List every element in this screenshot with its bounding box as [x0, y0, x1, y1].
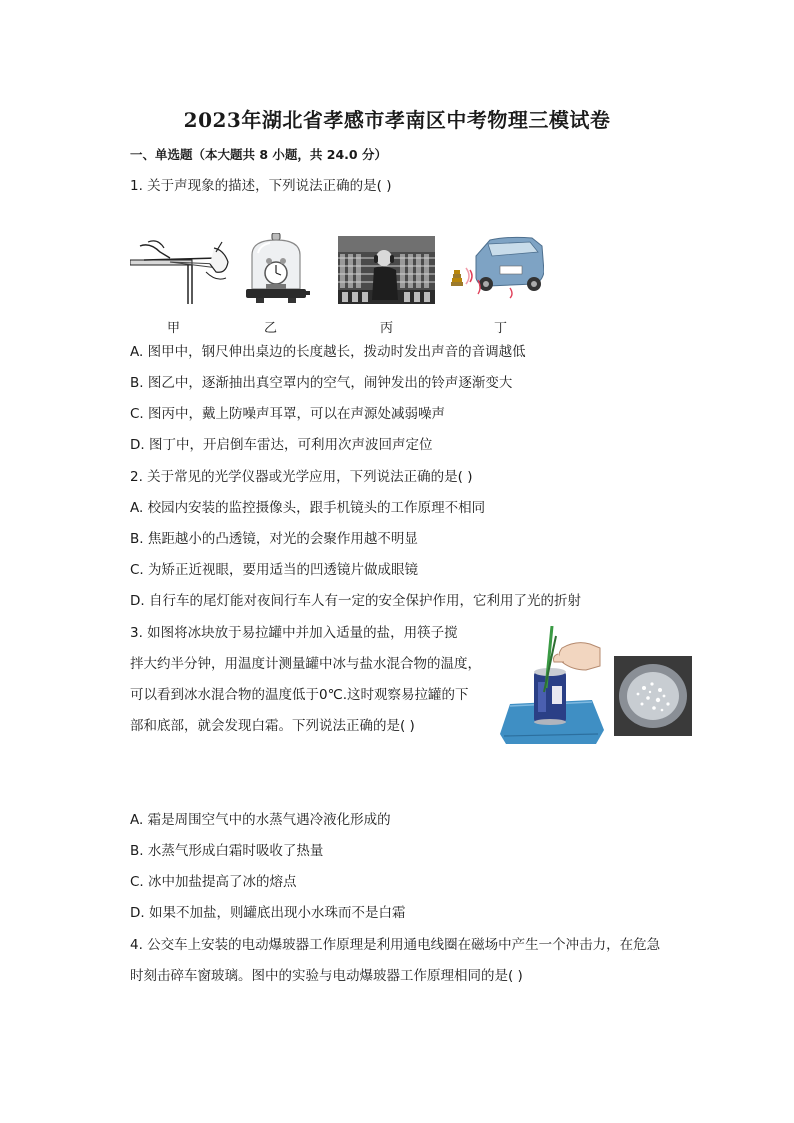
question-3-option-d: D. 如果不加盐，则罐底出现小水珠而不是白霜 — [130, 905, 406, 921]
question-3-stem-line-2: 拌大约半分钟，用温度计测量罐中冰与盐水混合物的温度， — [130, 656, 481, 672]
caption-ding: 丁 — [494, 321, 508, 336]
question-1-option-a: A. 图甲中，钢尺伸出桌边的长度越长，拨动时发出声音的音调越低 — [130, 344, 526, 360]
question-3-option-c: C. 冰中加盐提高了冰的熔点 — [130, 874, 297, 890]
figure-can-on-towel — [500, 626, 604, 744]
caption-jia: 甲 — [167, 321, 181, 336]
question-3-option-a: A. 霜是周围空气中的水蒸气遇冷液化形成的 — [130, 812, 391, 828]
question-1-option-c: C. 图丙中，戴上防噪声耳罩，可以在声源处减弱噪声 — [130, 406, 446, 422]
question-3-stem-line-4: 部和底部，就会发现白霜。下列说法正确的是( ) — [130, 718, 415, 734]
question-2-option-c: C. 为矫正近视眼，要用适当的凹透镜片做成眼镜 — [130, 562, 419, 578]
figure-factory-earmuffs — [338, 236, 435, 304]
question-1-option-d: D. 图丁中，开启倒车雷达，可利用次声波回声定位 — [130, 437, 433, 453]
question-1-stem: 1. 关于声现象的描述，下列说法正确的是( ) — [130, 178, 392, 194]
question-3-stem-line-3: 可以看到冰水混合物的温度低于0℃.这时观察易拉罐的下 — [130, 687, 469, 703]
question-2-stem: 2. 关于常见的光学仪器或光学应用，下列说法正确的是( ) — [130, 469, 473, 485]
figure-ruler-table — [130, 238, 232, 304]
page-title: 2023年湖北省孝感市孝南区中考物理三模试卷 — [183, 108, 611, 132]
figure-car-radar — [448, 236, 544, 300]
figure-frost-bottom — [614, 656, 692, 736]
caption-yi: 乙 — [264, 321, 278, 336]
question-3-option-b: B. 水蒸气形成白霜时吸收了热量 — [130, 843, 324, 859]
question-2-option-d: D. 自行车的尾灯能对夜间行车人有一定的安全保护作用，它利用了光的折射 — [130, 593, 581, 609]
question-1-option-b: B. 图乙中，逐渐抽出真空罩内的空气，闹钟发出的铃声逐渐变大 — [130, 375, 513, 391]
question-4-stem-line-1: 4. 公交车上安装的电动爆玻器工作原理是利用通电线圈在磁场中产生一个冲击力，在危急 — [130, 937, 661, 953]
question-2-option-a: A. 校园内安装的监控摄像头，跟手机镜头的工作原理不相同 — [130, 500, 486, 516]
question-2-option-b: B. 焦距越小的凸透镜，对光的会聚作用越不明显 — [130, 531, 418, 547]
section-heading: 一、单选题（本大题共 8 小题，共 24.0 分） — [130, 147, 387, 162]
figure-bell-jar — [242, 233, 310, 305]
question-4-stem-line-2: 时刻击碎车窗玻璃。图中的实验与电动爆玻器工作原理相同的是( ) — [130, 968, 523, 984]
question-3-stem-line-1: 3. 如图将冰块放于易拉罐中并加入适量的盐，用筷子搅 — [130, 625, 458, 641]
caption-bing: 丙 — [380, 321, 394, 336]
